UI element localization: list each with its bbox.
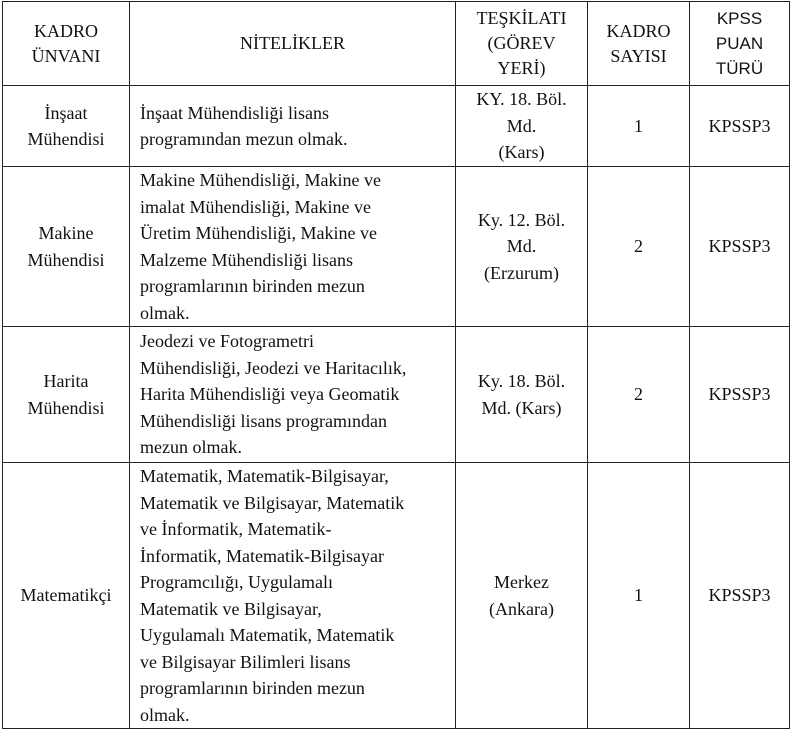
qualifications-cell: İnşaat Mühendisliği lisans programından mezun olmak. [130, 86, 456, 167]
position-title: Makine Mühendisi [3, 167, 130, 327]
header-row [3, 2, 790, 86]
table-row [3, 167, 790, 327]
qualifications-cell: Makine Mühendisliği, Makine ve imalat Mühendisliği, Makine ve Üretim Mühendisliği, Makine ve Malzeme Mühendisliği lisans programlarının birinden mezun olmak. [130, 167, 456, 327]
table-row [3, 463, 790, 729]
location-cell: Ky. 18. Böl. Md. (Kars) [456, 327, 588, 463]
score-type-cell: KPSSP3 [690, 327, 790, 463]
location-cell: Merkez (Ankara) [456, 463, 588, 729]
count-cell: 1 [588, 86, 690, 167]
score-type-cell: KPSSP3 [690, 463, 790, 729]
score-type-cell: KPSSP3 [690, 86, 790, 167]
count-cell: 2 [588, 167, 690, 327]
position-title: Matematikçi [3, 463, 130, 729]
qualifications-cell: Jeodezi ve Fotogrametri Mühendisliği, Jeodezi ve Haritacılık, Harita Mühendisliği veya Geomatik Mühendisliği lisans programından mezun olmak. [130, 327, 456, 463]
header-count: KADRO SAYISI [588, 2, 690, 86]
count-cell: 2 [588, 327, 690, 463]
header-title: KADRO ÜNVANI [3, 2, 130, 86]
location-cell: KY. 18. Böl. Md. (Kars) [456, 86, 588, 167]
table-row [3, 86, 790, 167]
table-row [3, 327, 790, 463]
count-cell: 1 [588, 463, 690, 729]
qualifications-cell: Matematik, Matematik-Bilgisayar, Matematik ve Bilgisayar, Matematik ve İnformatik, Matematik- İnformatik, Matematik-Bilgisayar Programcılığı, Uygulamalı Matematik ve Bilgisayar, Uygulamalı Matematik, Matematik ve Bilgisayar Bilimleri lisans programlarının birinden mezun olmak. [130, 463, 456, 729]
staff-positions-table [2, 1, 790, 729]
position-title: Harita Mühendisi [3, 327, 130, 463]
position-title: İnşaat Mühendisi [3, 86, 130, 167]
header-qualifications: NİTELİKLER [130, 2, 456, 86]
location-cell: Ky. 12. Böl. Md. (Erzurum) [456, 167, 588, 327]
header-organization: TEŞKİLATI (GÖREV YERİ) [456, 2, 588, 86]
score-type-cell: KPSSP3 [690, 167, 790, 327]
header-score-type: KPSS PUAN TÜRÜ [690, 2, 790, 86]
